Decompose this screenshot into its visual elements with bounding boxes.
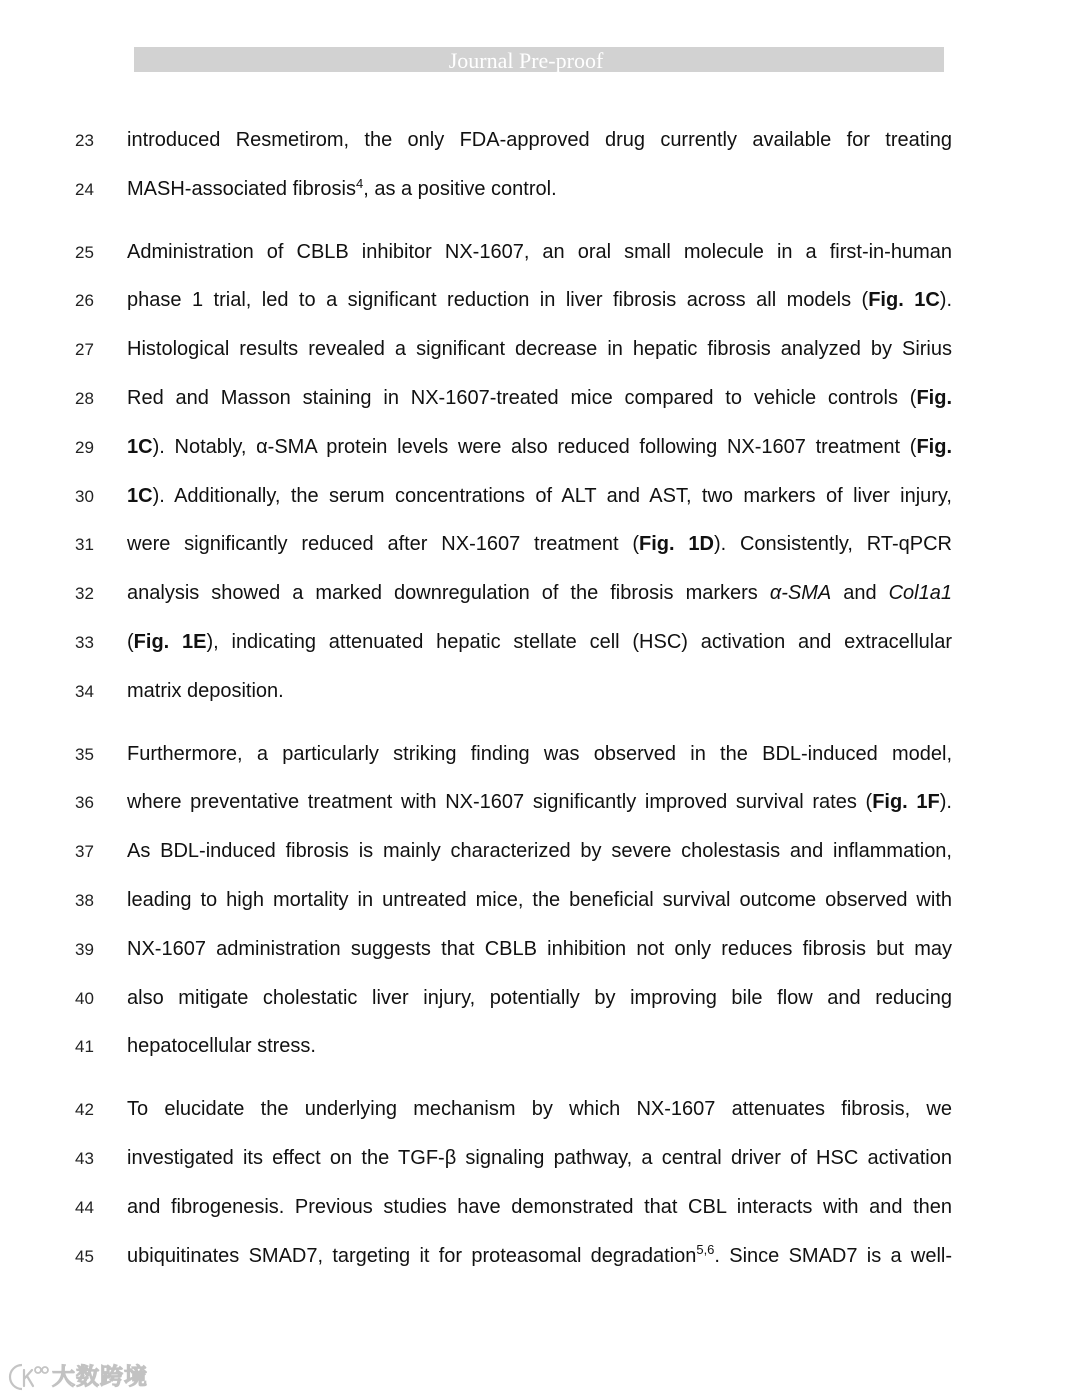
line-text <box>127 435 952 459</box>
citation-superscript: 5,6 <box>696 1242 715 1258</box>
text-run: Red and Masson staining in NX-1607-treated mice compared to vehicle controls ( <box>127 387 917 409</box>
text-run: analysis showed a marked downregulation of the fibrosis markers <box>127 582 770 605</box>
line-text <box>127 128 952 152</box>
text-run: investigated its effect on the TGF-β signaling pathway, a central driver of HSC activation <box>127 1147 952 1169</box>
manuscript-line <box>0 1034 1080 1058</box>
text-run: hepatocellular stress. <box>127 1035 316 1058</box>
line-text <box>127 177 952 201</box>
manuscript-line <box>0 337 1080 361</box>
text-run: As BDL-induced fibrosis is mainly characterized by severe cholestasis and inflammation, <box>127 840 952 863</box>
text-run: NX-1607 administration suggests that CBLB inhibition not only reduces fibrosis but may <box>127 937 952 960</box>
line-number: 23 <box>75 131 94 150</box>
line-number: 40 <box>75 988 94 1008</box>
text-run: ). <box>939 791 952 814</box>
manuscript-line <box>0 484 1080 508</box>
text-run: Administration of CBLB inhibitor NX-1607, an oral small molecule in a first-in-human <box>127 240 952 263</box>
figure-reference: Fig. <box>916 387 952 409</box>
text-run: ). Consistently, RT-qPCR <box>713 533 952 556</box>
line-text <box>127 839 952 863</box>
text-run: To elucidate the underlying mechanism by which NX-1607 attenuates fibrosis, we <box>127 1098 952 1121</box>
line-text <box>127 386 952 410</box>
manuscript-line <box>0 937 1080 961</box>
line-text <box>127 240 952 264</box>
line-text <box>127 337 952 361</box>
manuscript-line <box>0 790 1080 814</box>
manuscript-line <box>0 128 1080 152</box>
figure-reference: 1C <box>127 435 153 458</box>
watermark <box>8 1360 148 1394</box>
manuscript-line <box>0 1195 1080 1219</box>
text-run: and fibrogenesis. Previous studies have demonstrated that CBL interacts with and then <box>127 1195 952 1218</box>
line-text <box>127 1244 952 1268</box>
line-number: 36 <box>75 793 94 813</box>
line-number: 28 <box>75 389 94 408</box>
text-run: ). Notably, α-SMA protein levels were also reduced following NX-1607 treatment ( <box>152 435 917 458</box>
line-number: 43 <box>75 1149 94 1168</box>
line-text <box>127 986 952 1010</box>
manuscript-line <box>0 839 1080 863</box>
text-run: ), indicating attenuated hepatic stellate cell (HSC) activation and extracellular <box>206 631 952 653</box>
line-number: 25 <box>75 242 94 262</box>
gene-name: α-SMA <box>769 582 832 605</box>
manuscript-line <box>0 532 1080 556</box>
line-number: 35 <box>75 744 94 764</box>
text-run: , as a positive control. <box>363 177 557 200</box>
line-text <box>127 484 952 508</box>
line-number: 39 <box>75 939 94 959</box>
line-text <box>127 1146 952 1170</box>
manuscript-line <box>0 240 1080 264</box>
text-run: phase 1 trial, led to a significant reduction in liver fibrosis across all models ( <box>127 289 869 312</box>
figure-reference: Fig. 1F <box>872 791 940 814</box>
text-run: ). Additionally, the serum concentrations of ALT and AST, two markers of liver injury, <box>152 484 952 507</box>
text-run: introduced Resmetirom, the only FDA-approved drug currently available for treating <box>127 129 952 151</box>
citation-superscript: 4 <box>355 175 364 191</box>
text-run: Furthermore, a particularly striking finding was observed in the BDL-induced model, <box>127 742 952 765</box>
text-run: also mitigate cholestatic liver injury, potentially by improving bile flow and reducing <box>127 986 952 1009</box>
text-run: and <box>831 582 889 605</box>
manuscript-line <box>0 581 1080 605</box>
line-text <box>127 630 952 654</box>
manuscript-line <box>0 386 1080 410</box>
line-number: 32 <box>75 584 94 604</box>
figure-reference: Fig. 1E <box>133 631 207 653</box>
figure-reference: Fig. 1C <box>868 289 940 312</box>
manuscript-line <box>0 679 1080 703</box>
text-run: were significantly reduced after NX-1607 treatment ( <box>127 533 639 556</box>
line-number: 42 <box>75 1100 94 1120</box>
manuscript-line <box>0 742 1080 766</box>
manuscript-line <box>0 1146 1080 1170</box>
text-run: Histological results revealed a significant decrease in hepatic fibrosis analyzed by Sirius <box>127 338 952 361</box>
banner-title: Journal Pre-proof <box>448 48 604 73</box>
figure-reference: Fig. <box>916 435 952 458</box>
line-text <box>127 288 952 312</box>
line-number: 38 <box>75 891 94 910</box>
text-run: ). <box>939 289 952 312</box>
text-run: ubiquitinates SMAD7, targeting it for proteasomal degradation <box>127 1244 697 1267</box>
watermark-logo-icon <box>8 1362 50 1392</box>
text-run: where preventative treatment with NX-1607 significantly improved survival rates ( <box>127 791 873 814</box>
line-number: 31 <box>75 535 94 555</box>
gene-name: Col1a1 <box>888 582 952 605</box>
watermark-text: 大数跨境 <box>52 1364 148 1390</box>
line-number: 37 <box>75 842 94 862</box>
text-run: MASH-associated fibrosis <box>127 177 356 200</box>
line-number: 30 <box>75 486 94 506</box>
line-text <box>127 742 952 766</box>
manuscript-line <box>0 630 1080 654</box>
line-number: 33 <box>75 633 94 652</box>
manuscript-line <box>0 1244 1080 1268</box>
text-run: ( <box>127 631 134 653</box>
line-text <box>127 790 952 814</box>
line-text <box>127 1097 952 1121</box>
manuscript-line <box>0 1097 1080 1121</box>
manuscript-line <box>0 288 1080 312</box>
line-number: 45 <box>75 1246 94 1266</box>
line-number: 29 <box>75 437 94 457</box>
line-number: 26 <box>75 291 94 311</box>
text-run: matrix deposition. <box>127 679 284 702</box>
line-text <box>127 1195 952 1219</box>
text-run: . Since SMAD7 is a well- <box>714 1244 952 1267</box>
line-number: 44 <box>75 1197 94 1217</box>
line-text <box>127 679 952 703</box>
manuscript-line <box>0 177 1080 201</box>
text-run: leading to high mortality in untreated mice, the beneficial survival outcome observed with <box>127 889 952 911</box>
figure-reference: Fig. 1D <box>639 533 714 556</box>
line-number: 27 <box>75 340 94 360</box>
manuscript-line <box>0 435 1080 459</box>
line-text <box>127 1034 952 1058</box>
line-number: 24 <box>75 179 94 199</box>
line-text <box>127 888 952 912</box>
line-text <box>127 581 952 605</box>
line-number: 41 <box>75 1037 94 1057</box>
manuscript-line <box>0 986 1080 1010</box>
line-text <box>127 937 952 961</box>
line-number: 34 <box>75 681 94 701</box>
manuscript-line <box>0 888 1080 912</box>
figure-reference: 1C <box>127 484 153 507</box>
line-text <box>127 532 952 556</box>
